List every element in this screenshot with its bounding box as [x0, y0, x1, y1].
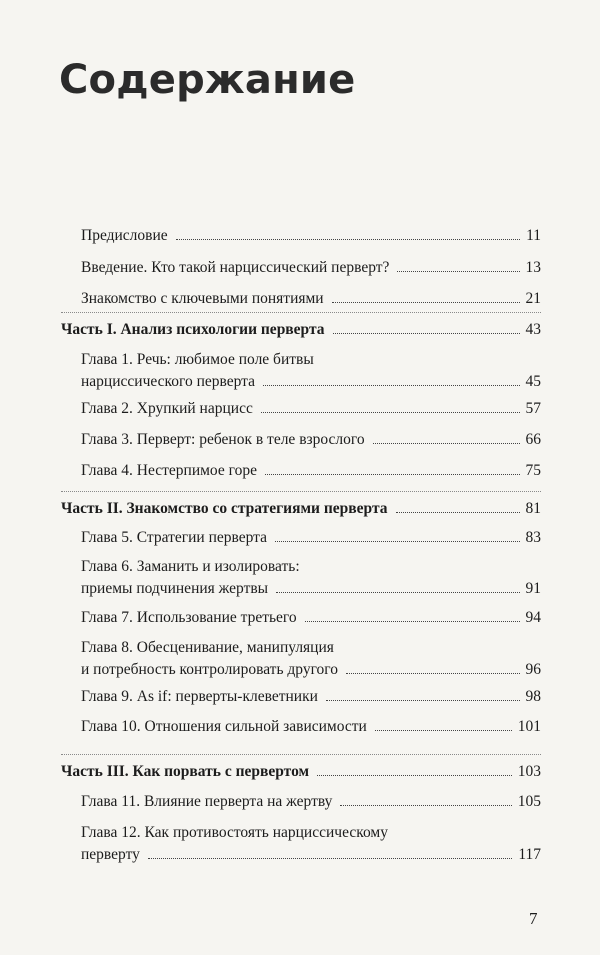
toc-entry-title-line: Глава 7. Использование третьего: [81, 609, 297, 626]
toc-chapter-entry: [0, 556, 600, 600]
toc-entry-row: [81, 716, 541, 738]
toc-entry-title-line: Глава 1. Речь: любимое поле битвы: [81, 351, 314, 368]
toc-entry-title-line: Часть II. Знакомство со стратегиями перверта: [61, 500, 388, 517]
toc-entry-text: [0, 686, 545, 708]
toc-entry-title-line: Часть III. Как порвать с первертом: [61, 763, 310, 780]
toc-chapter-entry: [0, 527, 600, 549]
toc-entry-title-line: Глава 11. Влияние перверта на жертву: [81, 793, 333, 810]
section-divider: [61, 491, 541, 492]
toc-entry-row: [81, 527, 541, 549]
toc-page-number: 117: [518, 846, 541, 863]
dot-leader: [326, 700, 520, 701]
toc-entry-title-line: приемы подчинения жертвы: [81, 580, 269, 597]
toc-page-number: 13: [525, 259, 541, 276]
toc-entry-text: [0, 716, 545, 738]
toc-entry-text: [0, 556, 545, 600]
toc-chapter-entry: [0, 607, 600, 629]
toc-chapter-entry: [0, 822, 600, 866]
toc-entry-title-line: Глава 3. Перверт: ребенок в теле взрослого: [81, 431, 365, 448]
toc-entry-row: [81, 844, 541, 866]
toc-entry-title-line: Глава 5. Стратегии перверта: [81, 529, 267, 546]
toc-entry-title-line: и потребность контролировать другого: [81, 661, 339, 678]
toc-page-number: 101: [517, 718, 541, 735]
toc-entry-title-line: Глава 12. Как противостоять нарциссическому: [81, 824, 388, 841]
dot-leader: [317, 775, 512, 776]
toc-entry-row: [81, 791, 541, 813]
toc-entry-row: [81, 686, 541, 708]
toc-page-number: 81: [525, 500, 541, 517]
toc-entry-text: [0, 637, 545, 681]
dot-leader: [263, 385, 519, 386]
toc-entry: [0, 288, 600, 310]
toc-entry-text: [0, 319, 541, 341]
toc-entry-title-line: Глава 9. As if: перверты-клеветники: [81, 688, 318, 705]
toc-entry-text: [0, 460, 545, 482]
toc-page-number: 43: [525, 321, 541, 338]
toc-chapter-entry: [0, 791, 600, 813]
dot-leader: [396, 512, 520, 513]
toc-entry-title-line: Глава 2. Хрупкий нарцисс: [81, 400, 253, 417]
toc-chapter-entry: [0, 349, 600, 393]
toc-entry-title-line: Глава 10. Отношения сильной зависимости: [81, 718, 367, 735]
toc-page-number: 91: [525, 580, 541, 597]
toc-entry-text: [0, 349, 545, 393]
toc-entry-text: [0, 288, 545, 310]
toc-entry-text: [0, 527, 545, 549]
toc-page-number: 94: [525, 609, 541, 626]
toc-page-number: 103: [517, 763, 541, 780]
section-divider: [61, 754, 541, 755]
toc-chapter-entry: [0, 637, 600, 681]
toc-entry-text: [0, 498, 541, 520]
toc-entry-title-line: Введение. Кто такой нарциссический перверт?: [81, 259, 390, 276]
dot-leader: [261, 412, 520, 413]
toc-entry-row: [81, 257, 541, 279]
toc-entry-title-line: Часть I. Анализ психологии перверта: [61, 321, 325, 338]
toc-part-entry: [0, 498, 600, 520]
toc-entry-text: [0, 429, 545, 451]
toc-page-number: 105: [517, 793, 541, 810]
toc-chapter-entry: [0, 716, 600, 738]
toc-entry-row: [81, 460, 541, 482]
toc-entry-text: [0, 257, 545, 279]
toc-entry-text: [0, 761, 541, 783]
toc-entry-text: [0, 398, 545, 420]
toc-entry-row: [81, 607, 541, 629]
toc-chapter-entry: [0, 460, 600, 482]
dot-leader: [332, 302, 520, 303]
toc-entry-title-line: Глава 4. Нестерпимое горе: [81, 462, 257, 479]
dot-leader: [346, 673, 519, 674]
dot-leader: [176, 239, 520, 240]
page-number: 7: [529, 909, 538, 928]
toc-entry-row: [81, 578, 541, 600]
toc-entry-row: [81, 225, 541, 247]
dot-leader: [148, 858, 512, 859]
toc-entry-title-line: Предисловие: [81, 227, 168, 244]
dot-leader: [265, 474, 520, 475]
dot-leader: [305, 621, 520, 622]
page-title: Содержание: [59, 57, 356, 103]
toc-page-number: 83: [525, 529, 541, 546]
section-divider: [61, 312, 541, 313]
toc-entry-row: [61, 761, 541, 783]
toc-entry-text: [0, 791, 545, 813]
toc-entry-title-line: Глава 8. Обесценивание, манипуляция: [81, 639, 334, 656]
toc-entry-title-line: Знакомство с ключевыми понятиями: [81, 290, 324, 307]
toc-entry-title-line: Глава 6. Заманить и изолировать:: [81, 558, 300, 575]
toc-page-number: 98: [525, 688, 541, 705]
toc-page-number: 57: [525, 400, 541, 417]
toc-entry: [0, 257, 600, 279]
toc-part-entry: [0, 319, 600, 341]
toc-page-number: 45: [525, 373, 541, 390]
toc-entry-text: [0, 607, 545, 629]
toc-entry-row: [81, 398, 541, 420]
toc-chapter-entry: [0, 429, 600, 451]
toc-chapter-entry: [0, 686, 600, 708]
toc-entry-row: [61, 319, 541, 341]
dot-leader: [373, 443, 520, 444]
toc-part-entry: [0, 761, 600, 783]
toc-entry-title-line: перверту: [81, 846, 140, 863]
toc-page-number: 21: [525, 290, 541, 307]
toc-chapter-entry: [0, 398, 600, 420]
dot-leader: [275, 541, 520, 542]
toc-page-number: 11: [526, 227, 541, 244]
toc-page-number: 96: [525, 661, 541, 678]
toc-entry-row: [61, 498, 541, 520]
toc-entry-row: [81, 371, 541, 393]
dot-leader: [397, 271, 519, 272]
toc-entry-text: [0, 225, 545, 247]
toc-entry-row: [81, 429, 541, 451]
toc-entry: [0, 225, 600, 247]
dot-leader: [276, 592, 519, 593]
toc-entry-row: [81, 288, 541, 310]
toc-entry-title-line: нарциссического перверта: [81, 373, 256, 390]
toc-page-number: 66: [525, 431, 541, 448]
dot-leader: [375, 730, 512, 731]
toc-entry-row: [81, 659, 541, 681]
toc-page-number: 75: [525, 462, 541, 479]
dot-leader: [340, 805, 511, 806]
toc-entry-text: [0, 822, 545, 866]
dot-leader: [333, 333, 520, 334]
